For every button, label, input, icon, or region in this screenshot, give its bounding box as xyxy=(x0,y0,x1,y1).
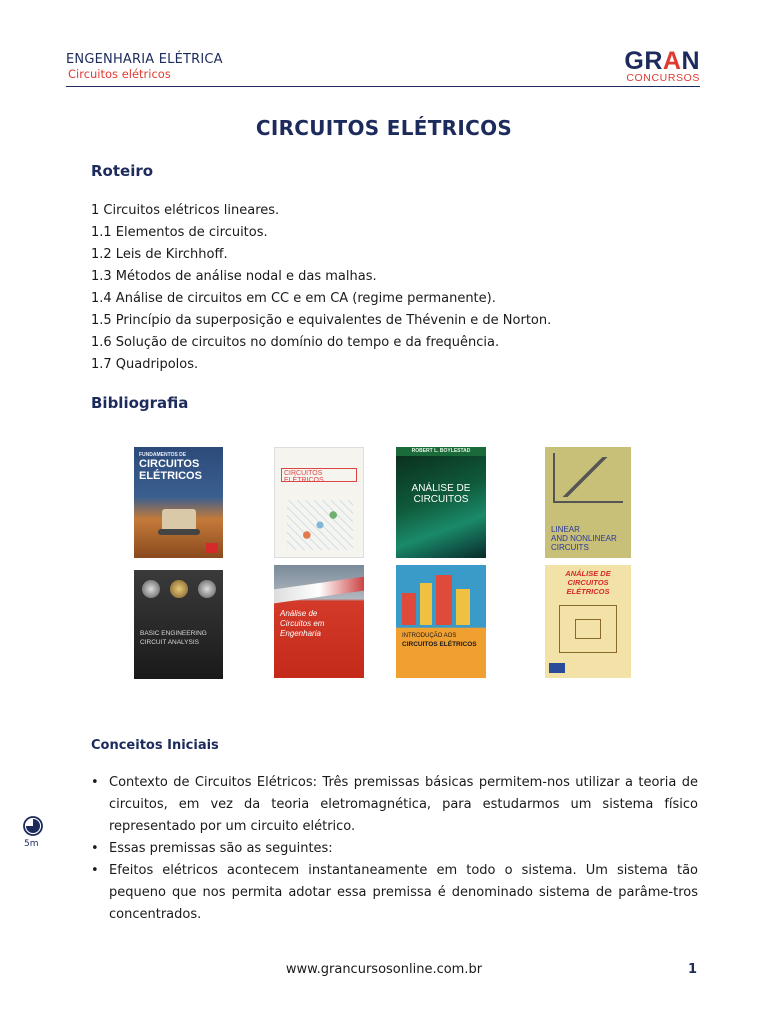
list-item: • Efeitos elétricos acontecem instantaneamente em todo o sistema. Um sistema tão pequeno que nos permita adotar essa premissa é denominado sistema de parâme-tros concentrados. xyxy=(91,860,698,926)
page-number: 1 xyxy=(688,962,698,977)
page-header xyxy=(66,47,700,87)
subject-name: Circuitos elétricos xyxy=(68,67,171,81)
list-item: 1.7 Quadripolos. xyxy=(91,357,199,372)
timer-label: 5m xyxy=(24,839,39,849)
page-title: CIRCUITOS ELÉTRICOS xyxy=(255,116,513,140)
list-item: 1 Circuitos elétricos lineares. xyxy=(91,203,280,218)
conceitos-list xyxy=(91,772,698,926)
book-cover-boylestad: ROBERT L. BOYLESTAD ANÁLISE DE CIRCUITOS xyxy=(396,447,486,558)
list-item: 1.3 Métodos de análise nodal e das malhas. xyxy=(91,269,377,284)
book-cover-chua: LINEAR AND NONLINEAR CIRCUITS xyxy=(545,447,631,558)
roteiro-heading: Roteiro xyxy=(91,162,154,180)
list-item: 1.6 Solução de circuitos no domínio do tempo e da frequência. xyxy=(91,335,500,350)
roteiro-list xyxy=(91,200,551,376)
list-item: • Essas premissas são as seguintes: xyxy=(91,838,698,860)
book-cover-fundamentos: FUNDAMENTOS DE CIRCUITOS ELÉTRICOS xyxy=(134,447,223,558)
book-cover-irwin: BASIC ENGINEERING CIRCUIT ANALYSIS xyxy=(134,570,223,679)
logo-subtitle: CONCURSOS xyxy=(626,72,700,84)
list-item: 1.5 Princípio da superposição e equivalentes de Thévenin e de Norton. xyxy=(91,313,552,328)
book-cover-markus: ANÁLISE DE CIRCUITOS ELÉTRICOS xyxy=(545,565,631,678)
gran-logo xyxy=(624,47,700,84)
course-name: ENGENHARIA ELÉTRICA xyxy=(66,52,223,67)
list-item: 1.4 Análise de circuitos em CC e em CA (regime permanente). xyxy=(91,291,496,306)
list-item: 1.1 Elementos de circuitos. xyxy=(91,225,268,240)
logo-wordmark: GRAN xyxy=(624,47,700,75)
bibliografia-heading: Bibliografia xyxy=(91,394,189,412)
footer-url[interactable]: www.grancursosonline.com.br xyxy=(285,962,483,977)
list-item: 1.2 Leis de Kirchhoff. xyxy=(91,247,228,262)
book-cover-dorf: INTRODUÇÃO AOS CIRCUITOS ELÉTRICOS xyxy=(396,565,486,678)
timer-icon xyxy=(22,815,44,837)
book-cover-nilsson: CIRCUITOS ELÉTRICOS xyxy=(274,447,364,558)
conceitos-heading: Conceitos Iniciais xyxy=(91,738,219,753)
reading-timer xyxy=(22,815,46,849)
book-cover-hayt: Análise de Circuitos em Engenharia xyxy=(274,565,364,678)
list-item: • Contexto de Circuitos Elétricos: Três premissas básicas permitem-nos utilizar a teoria de circuitos, em vez da teoria eletromagnética, para estudarmos um sistema físico representado por um circuito elétrico. xyxy=(91,772,698,838)
